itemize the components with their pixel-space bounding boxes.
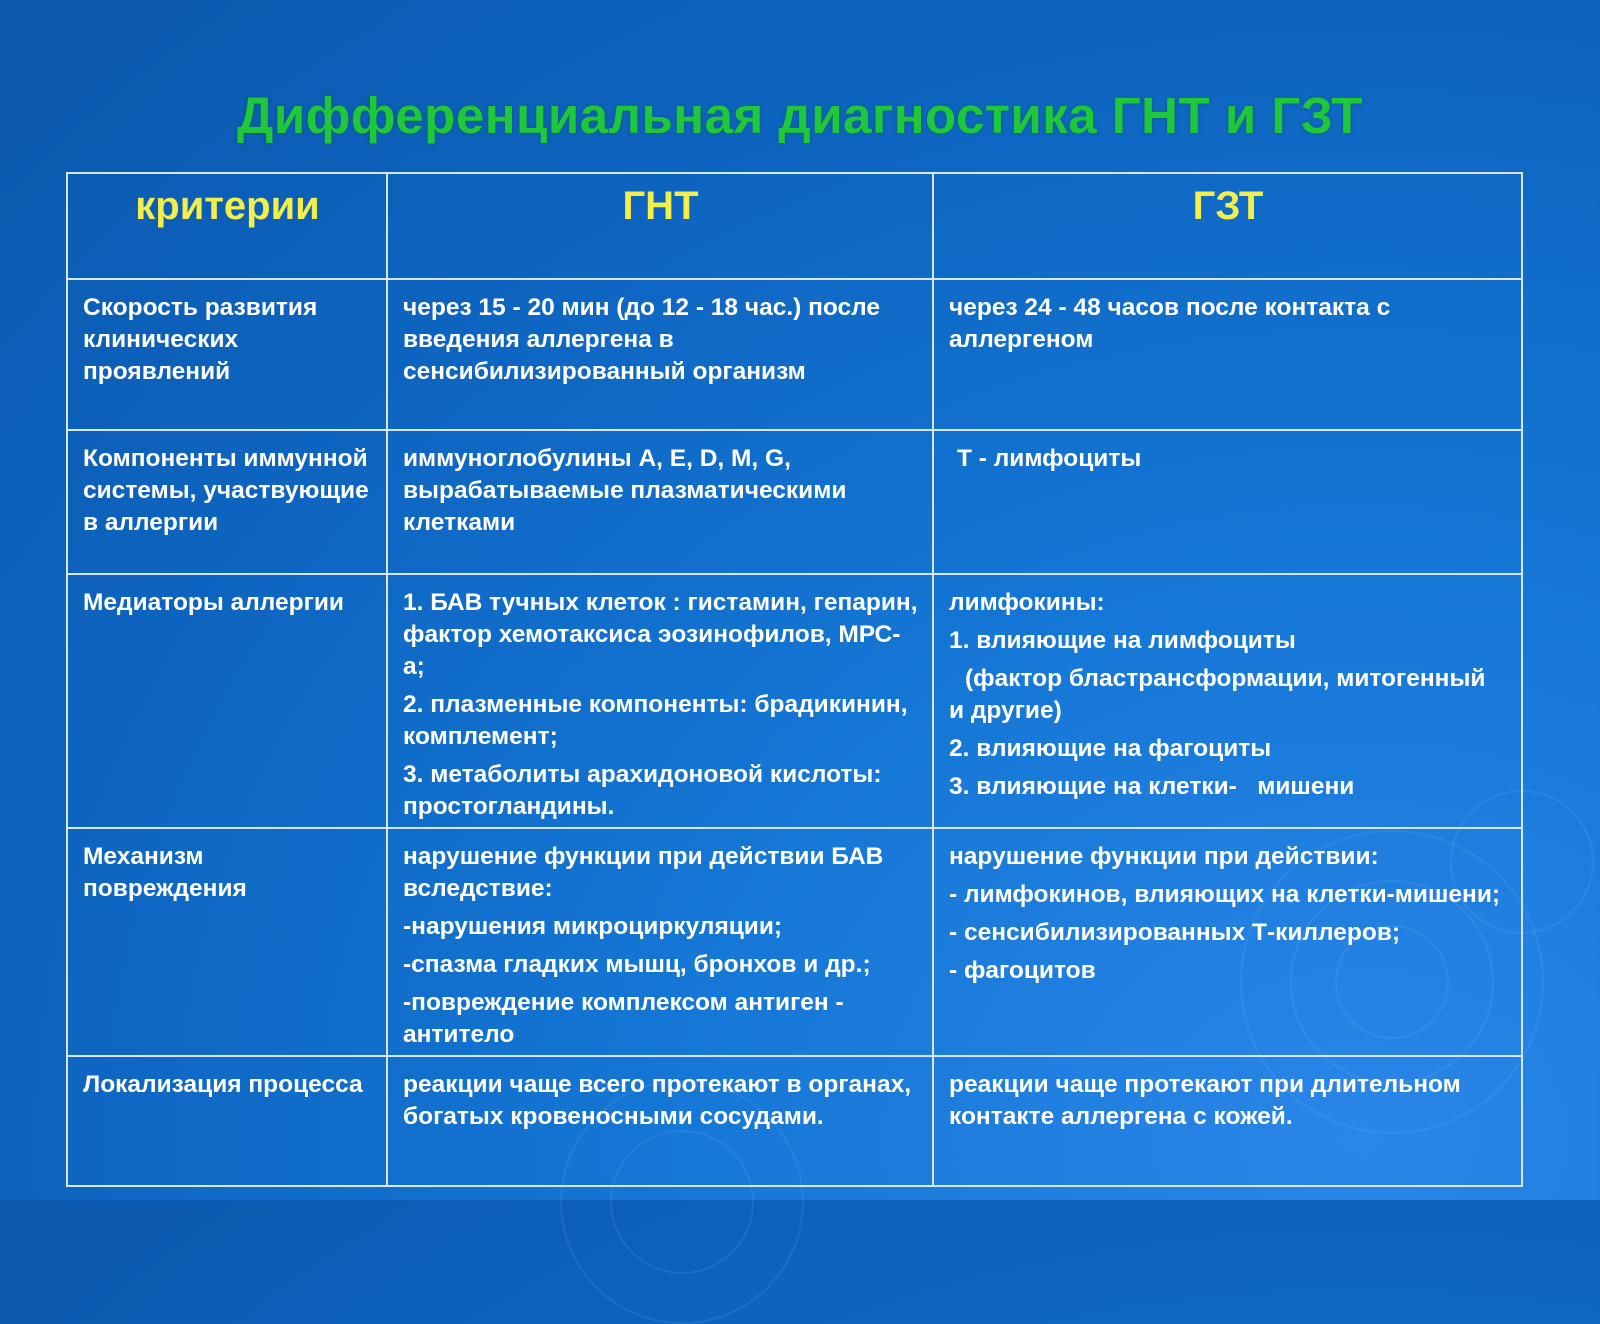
gnt-cell	[387, 574, 933, 828]
comparison-table	[66, 172, 1523, 1187]
cell-text: 1. влияющие на лимфоциты	[949, 627, 1296, 654]
criterion-cell: Локализация процесса	[67, 1056, 387, 1186]
header-criteria: критерии	[67, 173, 387, 279]
cell-text: реакции чаще всего протекают в органах, богатых кровеносными сосудами.	[403, 1071, 912, 1130]
cell-text: нарушение функции при действии БАВ вследствие:	[403, 843, 884, 902]
cell-text: через 15 - 20 мин (до 12 - 18 час.) после введения аллергена в сенсибилизированный организм	[403, 294, 881, 385]
cell-text: -нарушения микроциркуляции;	[403, 913, 783, 940]
cell-text: 2. влияющие на фагоциты	[949, 735, 1272, 762]
table-row	[67, 574, 1522, 828]
cell-text: лимфокины:	[949, 589, 1105, 616]
cell-text: -повреждение комплексом антиген - антитело	[403, 989, 844, 1048]
gnt-cell	[387, 430, 933, 574]
header-row	[67, 173, 1522, 279]
cell-text: реакции чаще протекают при длительном контакте аллергена с кожей.	[949, 1071, 1461, 1130]
cell-text: 2. плазменные компоненты: брадикинин, комплемент;	[403, 691, 908, 750]
cell-text: - фагоцитов	[949, 957, 1096, 984]
cell-text: -спазма гладких мышц, бронхов и др.;	[403, 951, 871, 978]
criterion-cell: Механизм повреждения	[67, 828, 387, 1056]
gzt-cell	[933, 279, 1522, 430]
table-row	[67, 1056, 1522, 1186]
table-row	[67, 279, 1522, 430]
gnt-cell	[387, 279, 933, 430]
gzt-cell	[933, 430, 1522, 574]
cell-text: (фактор бластрансформации, митогенный и другие)	[949, 665, 1486, 724]
criterion-cell: Медиаторы аллергии	[67, 574, 387, 828]
cell-text: иммуноглобулины А, Е, D, M, G, вырабатываемые плазматическими клетками	[403, 445, 847, 536]
cell-text: - сенсибилизированных Т-киллеров;	[949, 919, 1401, 946]
table-row	[67, 430, 1522, 574]
gzt-cell	[933, 828, 1522, 1056]
gnt-cell	[387, 1056, 933, 1186]
gzt-cell	[933, 1056, 1522, 1186]
criterion-cell: Компоненты иммунной системы, участвующие в аллергии	[67, 430, 387, 574]
cell-text: - лимфокинов, влияющих на клетки-мишени;	[949, 881, 1501, 908]
gzt-cell	[933, 574, 1522, 828]
slide-title: Дифференциальная диагностика ГНТ и ГЗТ	[237, 87, 1363, 144]
criterion-cell: Скорость развития клинических проявлений	[67, 279, 387, 430]
cell-text: через 24 - 48 часов после контакта с аллергеном	[949, 294, 1391, 353]
header-gzt: ГЗТ	[933, 173, 1522, 279]
cell-text: 3. метаболиты арахидоновой кислоты: простогландины.	[403, 761, 882, 820]
gnt-cell	[387, 828, 933, 1056]
cell-text: Т - лимфоциты	[957, 445, 1142, 472]
header-gnt: ГНТ	[387, 173, 933, 279]
cell-text: 3. влияющие на клетки- мишени	[949, 773, 1355, 800]
cell-text: нарушение функции при действии:	[949, 843, 1379, 870]
table-row	[67, 828, 1522, 1056]
cell-text: 1. БАВ тучных клеток : гистамин, гепарин, фактор хемотаксиса эозинофилов, МРС-а;	[403, 589, 918, 680]
